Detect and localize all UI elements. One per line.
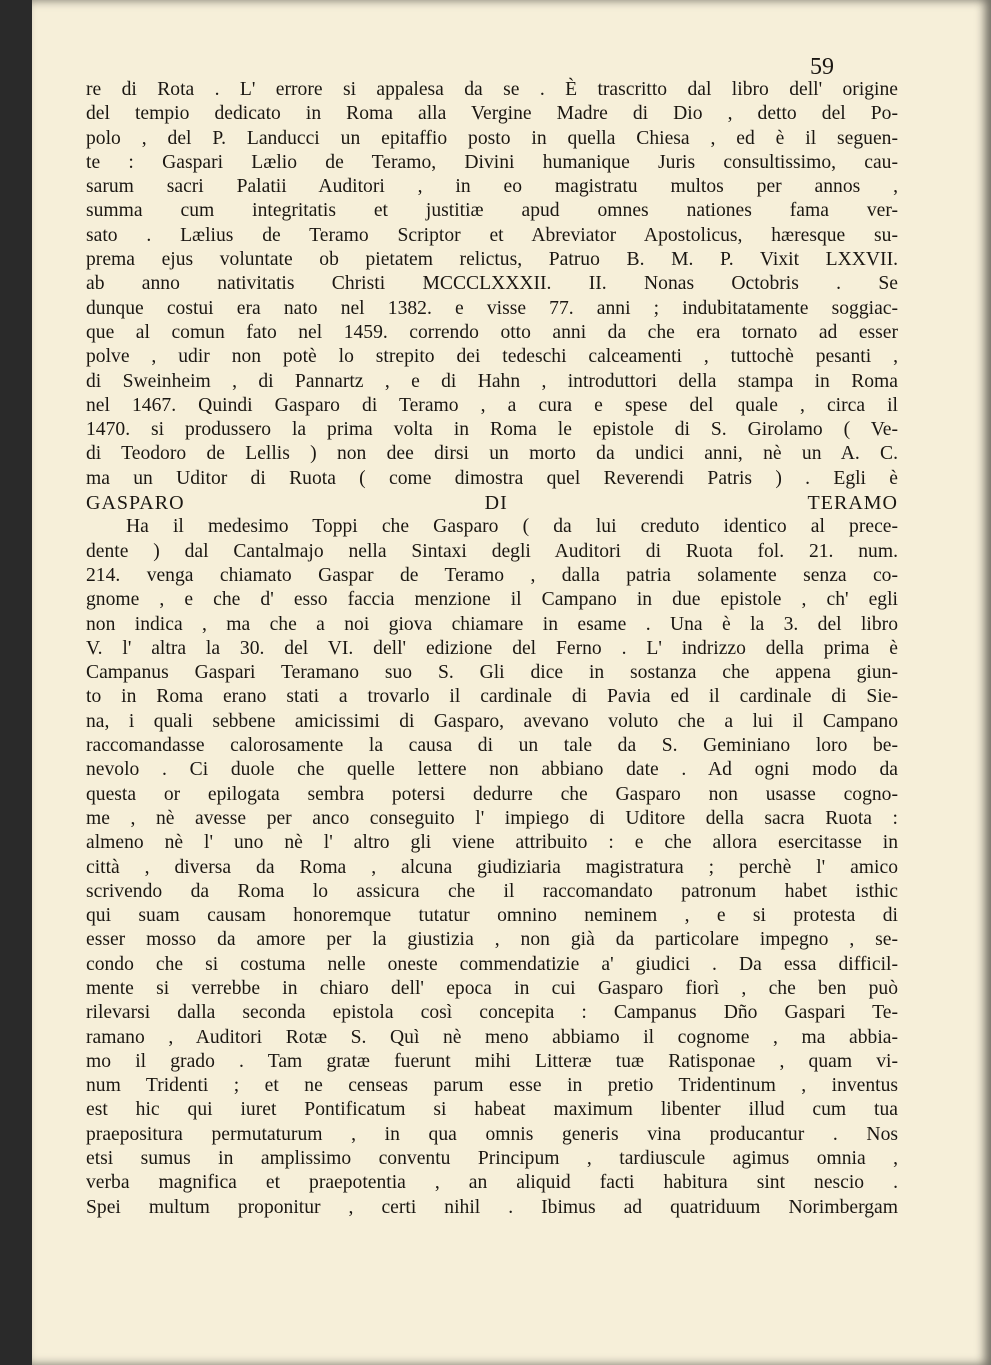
text-line: sarum sacri Palatii Auditori , in eo magistratu multos per annos ,: [86, 176, 898, 198]
text-line: ab anno nativitatis Christi MCCCLXXXII. II. Nonas Octobris . Se: [86, 273, 898, 295]
text-line: na, i quali sebbene amicissimi di Gasparo, avevano voluto che a lui il Campano: [86, 710, 898, 732]
text-line: non indica , ma che a noi giova chiamare in esame . Una è la 3. del libro: [86, 613, 898, 635]
text-line: gnome , e che d' esso faccia menzione il Campano in due epistole , ch' egli: [86, 589, 898, 611]
text-line: questa or epilogata sembra potersi dedurre che Gasparo non usasse cogno-: [86, 783, 898, 805]
text-line: prema ejus voluntate ob pietatem relictus, Patruo B. M. P. Vixit LXXVII.: [86, 249, 898, 271]
text-line: città , diversa da Roma , alcuna giudiziaria magistratura ; perchè l' amico: [86, 856, 898, 878]
text-line: ramano , Auditori Rotæ S. Quì nè meno abbiamo il cognome , ma abbia-: [86, 1026, 898, 1048]
text-line: etsi sumus in amplissimo conventu Principum , tardiuscule agimus omnia ,: [86, 1148, 898, 1170]
text-line: nel 1467. Quindi Gasparo di Teramo , a cura e spese del quale , circa il: [86, 394, 898, 416]
text-line: re di Rota . L' errore si appalesa da se . È trascritto dal libro dell' origine: [86, 79, 898, 100]
text-line: mente si verrebbe in chiaro dell' epoca in cui Gasparo fiorì , che ben può: [86, 977, 898, 999]
text-line: mo il grado . Tam gratæ fuerunt mihi Litteræ tuæ Ratisponae , quam vi-: [86, 1050, 898, 1072]
paragraph-1: [86, 78, 898, 491]
text-line: di Sweinheim , di Pannartz , e di Hahn , introduttori della stampa in Roma: [86, 370, 898, 392]
text-line: nevolo . Ci duole che quelle lettere non abbiano date . Ad ogni modo da: [86, 759, 898, 781]
text-line: sato . Lælius de Teramo Scriptor et Abreviator Apostolicus, hæresque su-: [86, 224, 898, 246]
text-line: dente ) dal Cantalmajo nella Sintaxi degli Auditori di Ruota fol. 21. num.: [86, 540, 898, 562]
text-line: polo , del P. Landucci un epitaffio posto in quella Chiesa , ed è il seguen-: [86, 127, 898, 149]
text-line: praepositura permutaturum , in qua omnis generis vina producantur . Nos: [86, 1123, 898, 1145]
text-line: polve , udir non potè lo strepito dei tedeschi calceamenti , tuttochè pesanti ,: [86, 346, 898, 368]
text-line: dunque costui era nato nel 1382. e visse 77. anni ; indubitatamente soggiac-: [86, 297, 898, 319]
text-line: to in Roma erano stati a trovarlo il cardinale di Pavia ed il cardinale di Sie-: [86, 686, 898, 708]
page-number: 59: [810, 54, 834, 80]
paragraph-2: [86, 515, 898, 1220]
text-line: scrivendo da Roma lo assicura che il raccomandato patronum habet isthic: [86, 880, 898, 902]
text-line: me , nè avesse per anco conseguito l' impiego di Uditore della sacra Ruota :: [86, 807, 898, 829]
text-line: num Tridenti ; et ne censeas parum esse in pretio Tridentinum , inventus: [86, 1075, 898, 1097]
text-block: [86, 78, 898, 1220]
text-line: di Teodoro de Lellis ) non dee dirsi un morto da undici anni, nè un A. C.: [86, 443, 898, 465]
text-line: Campanus Gaspari Teramano suo S. Gli dice in sostanza che appena giun-: [86, 662, 898, 684]
text-line: ma un Uditor di Ruota ( come dimostra quel Reverendi Patris ) . Egli è: [86, 467, 898, 489]
text-line: qui suam causam honoremque tutatur omnino neminem , e si protesta di: [86, 905, 898, 927]
section-heading: GASPARO DI TERAMO: [86, 492, 898, 515]
text-line: del tempio dedicato in Roma alla Vergine Madre di Dio , detto del Po-: [86, 103, 898, 125]
text-line: que al comun fato nel 1459. correndo otto anni da che era tornato ad esser: [86, 321, 898, 343]
text-line: 1470. si produssero la prima volta in Roma le epistole di S. Girolamo ( Ve-: [86, 419, 898, 441]
text-line: te : Gaspari Lælio de Teramo, Divini humanique Juris consultissimo, cau-: [86, 151, 898, 173]
text-line: 214. venga chiamato Gaspar de Teramo , dalla patria solamente senza co-: [86, 564, 898, 586]
text-line: Ha il medesimo Toppi che Gasparo ( da lui creduto identico al prece-: [126, 516, 898, 538]
text-line: raccomandasse calorosamente la causa di un tale da S. Geminiano loro be-: [86, 735, 898, 757]
text-line: condo che si costuma nelle oneste commendatizie a' giudici . Da essa difficil-: [86, 953, 898, 975]
text-line: esser mosso da amore per la giustizia , non già da particolare impegno , se-: [86, 929, 898, 951]
text-line: Spei multum proponitur , certi nihil . Ibimus ad quatriduum Norimbergam: [86, 1196, 898, 1218]
text-line: verba magnifica et praepotentia , an aliquid facti habitura sint nescio .: [86, 1172, 898, 1194]
book-page: [32, 0, 991, 1365]
text-line: summa cum integritatis et justitiæ apud omnes nationes fama ver-: [86, 200, 898, 222]
text-line: almeno nè l' uno nè l' altro gli viene attribuito : e che allora esercitasse in: [86, 832, 898, 854]
text-line: V. l' altra la 30. del VI. dell' edizione del Ferno . L' indrizzo della prima è: [86, 637, 898, 659]
text-line: est hic qui iuret Pontificatum si habeat maximum libenter illud cum tua: [86, 1099, 898, 1121]
text-line: rilevarsi dalla seconda epistola così concepita : Campanus Dño Gaspari Te-: [86, 1002, 898, 1024]
